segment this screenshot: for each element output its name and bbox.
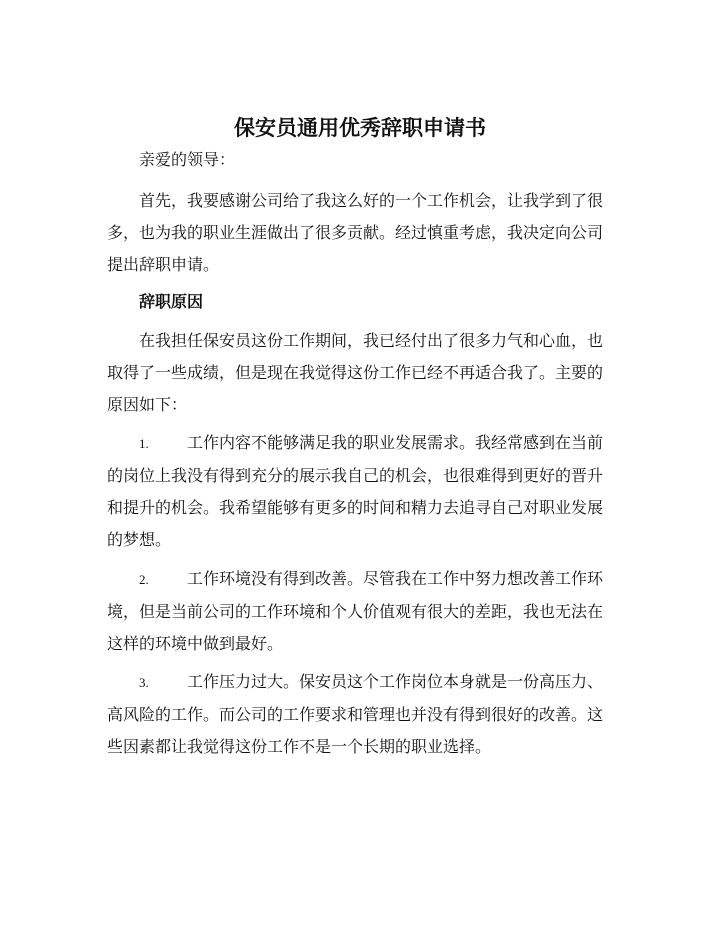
reason-item [107,427,611,556]
reason-number: 1. [139,436,149,451]
reason-number: 2. [139,572,149,587]
reasons-intro-paragraph: 在我担任保安员这份工作期间，我已经付出了很多力气和心血，也取得了一些成绩，但是现在我觉得这份工作已经不再适合我了。主要的原因如下： [107,331,604,414]
intro-paragraph: 首先，我要感谢公司给了我这么好的一个工作机会，让我学到了很多，也为我的职业生涯做出了很多贡献。经过慎重考虑，我决定向公司提出辞职申请。 [107,191,604,274]
reason-number: 3. [139,675,149,690]
reason-item [107,563,611,660]
document-title: 保安员通用优秀辞职申请书 [234,115,486,140]
section-heading: 辞职原因 [139,292,204,311]
reason-text: 工作环境没有得到改善。尽管我在工作中努力想改善工作环境，但是当前公司的工作环境和个人价值观有很大的差距，我也无法在这样的环境中做到最好。 [107,569,604,653]
reason-text: 工作内容不能够满足我的职业发展需求。我经常感到在当前的岗位上我没有得到充分的展示我自己的机会，也很难得到更好的晋升和提升的机会。我希望能够有更多的时间和精力去追寻自己对职业发展的梦想。 [107,433,604,549]
reason-item [107,666,611,763]
salutation: 亲爱的领导： [139,150,236,169]
reason-text: 工作压力过大。保安员这个工作岗位本身就是一份高压力、高风险的工作。而公司的工作要求和管理也并没有得到很好的改善。这些因素都让我觉得这份工作不是一个长期的职业选择。 [107,672,604,756]
